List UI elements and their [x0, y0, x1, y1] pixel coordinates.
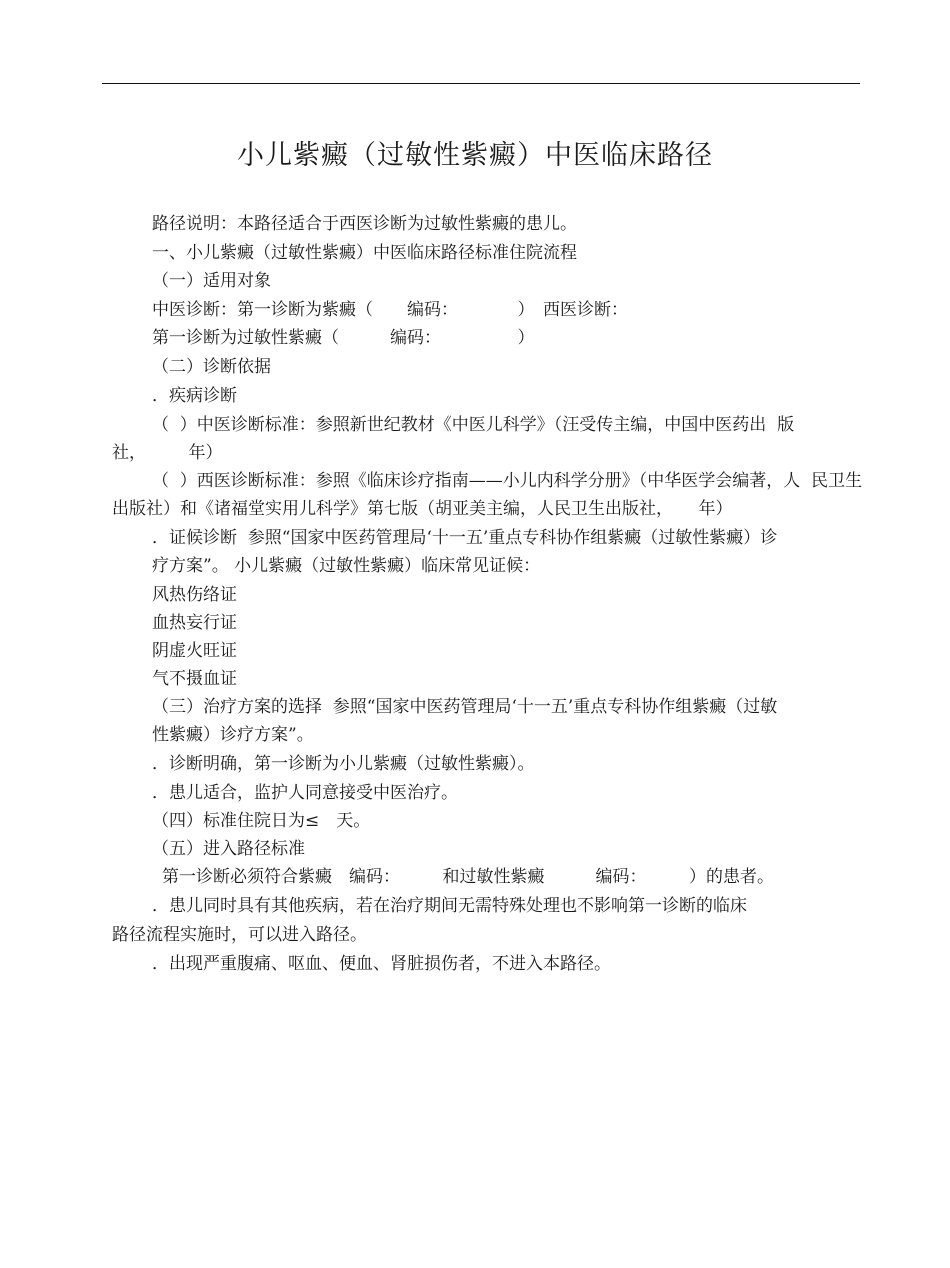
document-title: 小儿紫癜（过敏性紫癜）中医临床路径 [237, 140, 713, 171]
paragraph-line: 社， 年） [112, 443, 223, 463]
paragraph-line: 中医诊断：第一诊断为紫癜（ 编码： ） 西医诊断： [152, 300, 628, 320]
subsection-heading: （五）进入路径标准 [152, 839, 305, 859]
subsection-heading: （二）诊断依据 [152, 357, 271, 377]
paragraph-line: 路径流程实施时，可以进入路径。 [112, 925, 367, 945]
list-item: ．患儿适合，监护人同意接受中医治疗。 [152, 783, 458, 803]
list-item: ．证候诊断 参照“国家中医药管理局‘十一五’重点专科协作组紫癜（过敏性紫癜）诊 [152, 528, 778, 548]
subsection-heading: （三）治疗方案的选择 参照“国家中医药管理局‘十一五’重点专科协作组紫癜（过敏 [152, 697, 778, 717]
list-item: ．诊断明确，第一诊断为小儿紫癜（过敏性紫癜）。 [152, 754, 535, 774]
syndrome-item: 风热伤络证 [152, 585, 237, 605]
paragraph-line: （ ）西医诊断标准：参照《临床诊疗指南——小儿内科学分册》（中华医学会编著，人 民卫生 [152, 471, 863, 491]
paragraph-line: 第一诊断为过敏性紫癜（ 编码： ） [152, 328, 535, 348]
subsection-heading: （一）适用对象 [152, 271, 271, 291]
paragraph-line: 第一诊断必须符合紫癜 编码： 和过敏性紫癜 编码： ）的患者。 [162, 867, 774, 887]
list-item: ．出现严重腹痛、呕血、便血、肾脏损伤者，不进入本路径。 [152, 954, 611, 974]
list-item: ．患儿同时具有其他疾病，若在治疗期间无需特殊处理也不影响第一诊断的临床 [152, 896, 747, 916]
subsection-heading: （四）标准住院日为≤ 天。 [152, 811, 371, 831]
list-item: ．疾病诊断 [152, 386, 237, 406]
path-description: 路径说明：本路径适合于西医诊断为过敏性紫癜的患儿。 [152, 214, 577, 234]
paragraph-line: 出版社）和《诸福堂实用儿科学》第七版（胡亚美主编，人民卫生出版社， 年） [112, 499, 733, 519]
paragraph-line: 性紫癜）诊疗方案”。 [152, 725, 314, 745]
section-heading: 一、小儿紫癜（过敏性紫癜）中医临床路径标准住院流程 [152, 243, 577, 263]
paragraph-line: （ ）中医诊断标准：参照新世纪教材《中医儿科学》（汪受传主编，中国中医药出 版 [152, 415, 795, 435]
paragraph-line: 疗方案”。 小儿紫癜（过敏性紫癜）临床常见证候： [152, 556, 541, 576]
syndrome-item: 阴虚火旺证 [152, 641, 237, 661]
header-rule [102, 83, 860, 84]
syndrome-item: 气不摄血证 [152, 669, 237, 689]
syndrome-item: 血热妄行证 [152, 613, 237, 633]
